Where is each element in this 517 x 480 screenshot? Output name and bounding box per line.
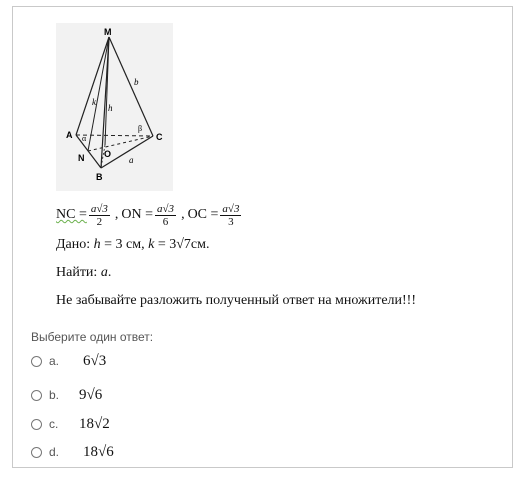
option-value: 18√2 — [79, 415, 110, 432]
answer-option-d[interactable] — [31, 441, 114, 463]
find-line — [56, 265, 111, 281]
option-value: 9√6 — [79, 386, 103, 403]
nc-label: NC = — [56, 207, 87, 222]
oc-fraction — [220, 203, 241, 228]
find-end: . — [107, 265, 112, 280]
find-label: Найти: — [56, 265, 101, 280]
on-fraction — [155, 203, 176, 228]
given-line — [56, 237, 210, 253]
label-b: B — [96, 172, 103, 182]
nc-numerator: a√3 — [90, 202, 108, 215]
answer-prompt: Выберите один ответ: — [31, 330, 154, 344]
label-c: C — [156, 132, 163, 142]
answer-option-c[interactable] — [31, 413, 110, 435]
h-variable: h — [93, 237, 101, 252]
pyramid-figure — [56, 23, 173, 191]
radio-button[interactable] — [31, 419, 42, 430]
answer-option-a[interactable] — [31, 350, 106, 372]
find-variable: a — [100, 265, 108, 280]
note-text: Не забывайте разложить полученный ответ на множители!!! — [56, 293, 417, 308]
label-n: N — [78, 153, 85, 163]
radio-button[interactable] — [31, 447, 42, 458]
option-letter: b. — [49, 388, 60, 402]
label-m: M — [104, 27, 112, 37]
on-denominator: 6 — [162, 215, 169, 228]
comma: , — [114, 207, 119, 222]
question-card — [12, 6, 513, 468]
oc-numerator: a√3 — [222, 202, 240, 215]
k-value: = 3√7см. — [154, 237, 210, 252]
option-letter: d. — [49, 445, 60, 459]
on-label: ON = — [121, 207, 154, 222]
k-variable: k — [148, 237, 155, 252]
label-k: k — [92, 97, 96, 107]
oc-label: OC = — [187, 207, 219, 222]
label-o: O — [104, 149, 112, 159]
label-a-edge: a — [129, 155, 134, 165]
h-value: = 3 см, — [100, 237, 149, 252]
option-value: 6√3 — [83, 352, 107, 369]
label-h: h — [108, 103, 113, 113]
comma: , — [181, 207, 185, 222]
option-value: 18√6 — [83, 443, 114, 460]
option-letter: c. — [49, 417, 59, 431]
oc-denominator: 3 — [228, 215, 234, 228]
label-beta: β — [138, 124, 143, 133]
label-alpha: α — [82, 134, 87, 143]
on-numerator: a√3 — [157, 202, 175, 215]
answer-option-b[interactable] — [31, 384, 102, 406]
formula-line — [56, 197, 243, 233]
radio-button[interactable] — [31, 390, 42, 401]
label-b-edge: b — [134, 77, 139, 87]
nc-fraction — [89, 203, 110, 228]
radio-button[interactable] — [31, 356, 42, 367]
pyramid-diagram — [56, 23, 173, 191]
given-label: Дано: — [56, 237, 94, 252]
label-a: A — [66, 130, 73, 140]
option-letter: a. — [49, 354, 60, 368]
nc-denominator: 2 — [96, 215, 103, 228]
